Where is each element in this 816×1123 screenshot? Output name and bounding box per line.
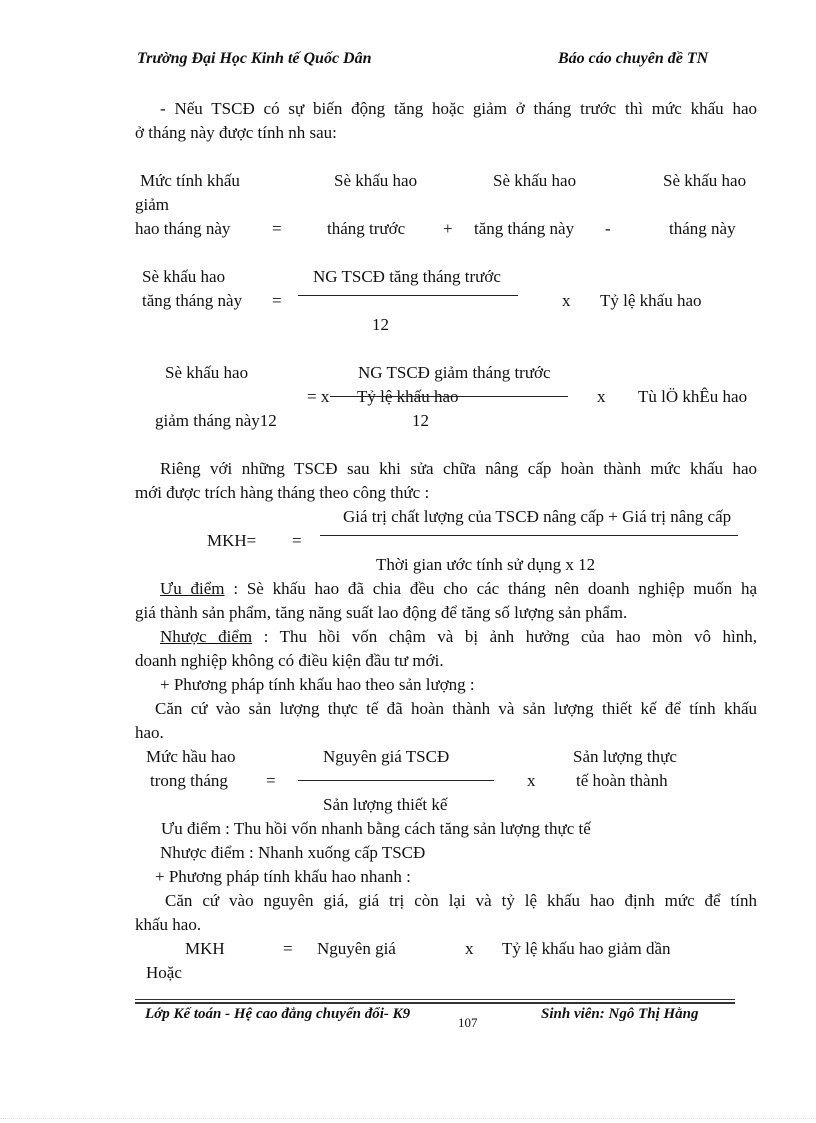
f6-lhs: MKH [185,939,225,958]
f3-times: x [597,387,606,406]
f2-lhs-1: Sè khấu hao [142,267,226,286]
method3-title: + Phương pháp tính khấu hao nhanh : [155,867,411,886]
f1-lhs-1: Mức tính khấu [140,171,240,190]
f4-fraction-bar [320,535,738,536]
intro-line-1: - Nếu TSCĐ có sự biến động tăng hoặc giảm ở tháng trước thì mức khấu hao [160,99,757,118]
f6-or: Hoặc [146,963,182,982]
f2-equals: = [272,291,282,310]
f1-plus: + [443,219,453,238]
f3-numerator: NG TSCĐ giảm tháng trước [358,363,551,382]
intro-line-2: ở tháng này được tính nh sau: [135,123,337,142]
upgrade-line-2: mới được trích hàng tháng theo công thức : [135,483,430,502]
header-left: Trường Đại Học Kinh tế Quốc Dân [137,50,372,67]
f5-denominator: Sản lượng thiết kế [323,795,448,814]
f4-equals: = [292,531,302,550]
f6-times: x [465,939,474,958]
f1-equals: = [272,219,282,238]
f2-times: x [562,291,571,310]
f1-term1-a: Sè khấu hao [334,171,418,190]
f2-denominator: 12 [372,315,389,334]
f6-equals: = [283,939,293,958]
f5-factor-1: Sản lượng thực [573,747,677,766]
method2-line-1: Căn cứ vào sản lượng thực tế đã hoàn thành và sản lượng thiết kế để tính khấu [155,699,757,718]
cons1-line-1 [160,627,757,647]
footer-right: Sinh viên: Ngô Thị Hằng [541,1006,699,1022]
f3-fraction-bar [330,396,568,397]
method3-line-1: Căn cứ vào nguyên giá, giá trị còn lại và tỷ lệ khấu hao định mức để tính [165,891,757,910]
page-number: 107 [458,1015,478,1030]
cons1-text: : Thu hồi vốn chậm và bị ảnh hưởng của hao mòn vô hình, [252,627,757,646]
f4-denominator: Thời gian ước tính sử dụng x 12 [376,555,596,574]
f5-lhs-2: trong tháng [150,771,228,790]
f2-factor: Tỷ lệ khấu hao [600,291,702,310]
f5-factor-2: tế hoàn thành [576,771,668,790]
f3-struck-text: Tỷ lệ khấu hao [357,387,459,406]
method3-line-2: khấu hao. [135,915,202,934]
footer-left: Lớp Kế toán - Hệ cao đẳng chuyển đổi- K9 [145,1006,411,1022]
f1-term1-b: tháng trước [327,219,406,238]
f3-lhs-2: giảm tháng này12 [155,411,277,430]
f3-equals: = x [307,387,330,406]
f1-lhs-3: hao tháng này [135,219,231,238]
f1-term3-b: tháng này [669,219,736,238]
pros1-line-2: giá thành sản phẩm, tăng năng suất lao động để tăng số lượng sản phẩm. [135,603,628,622]
page-edge [0,1118,816,1119]
pros1-label: Ưu điểm [160,579,225,598]
f1-lhs-2: giảm [135,195,169,214]
cons1-line-2: doanh nghiệp không có điều kiện đầu tư mới. [135,651,444,670]
pros1-text: : Sè khấu hao đã chia đều cho các tháng nên doanh nghiệp muốn hạ [224,579,757,598]
f5-times: x [527,771,536,790]
footer-rule-top [135,999,735,1000]
f2-numerator: NG TSCĐ tăng tháng trước [313,267,501,286]
f6-b: Tỷ lệ khấu hao giảm dần [502,939,671,958]
f3-factor: Tù lÖ khÊu hao [638,387,748,406]
method2-title: + Phương pháp tính khấu hao theo sản lượng : [160,675,475,694]
f6-a: Nguyên giá [317,939,396,958]
f5-equals: = [266,771,276,790]
f2-fraction-bar [298,295,518,296]
f1-term3-a: Sè khấu hao [663,171,747,190]
f1-term2-a: Sè khấu hao [493,171,577,190]
f1-term2-b: tăng tháng này [474,219,575,238]
cons1-label: Nhược điểm [160,627,253,646]
f4-lhs: MKH= [207,531,257,550]
f5-numerator: Nguyên giá TSCĐ [323,747,450,766]
cons2: Nhược điểm : Nhanh xuống cấp TSCĐ [160,843,426,862]
f3-denominator: 12 [412,411,429,430]
f5-fraction-bar [298,780,494,781]
pros2: Ưu điểm : Thu hồi vốn nhanh bằng cách tăng sản lượng thực tế [161,819,591,838]
header-right: Báo cáo chuyên đề TN [558,50,709,67]
f5-lhs-1: Mức hầu hao [146,747,236,766]
method2-line-2: hao. [135,723,164,742]
f3-lhs-1: Sè khấu hao [165,363,249,382]
upgrade-line-1: Riêng với những TSCĐ sau khi sửa chữa nâng cấp hoàn thành mức khấu hao [160,459,757,478]
f2-lhs-2: tăng tháng này [142,291,243,310]
pros1-line-1 [160,579,757,599]
f4-numerator: Giá trị chất lượng của TSCĐ nâng cấp + Giá trị nâng cấp [343,507,732,526]
f1-minus: - [605,219,611,238]
